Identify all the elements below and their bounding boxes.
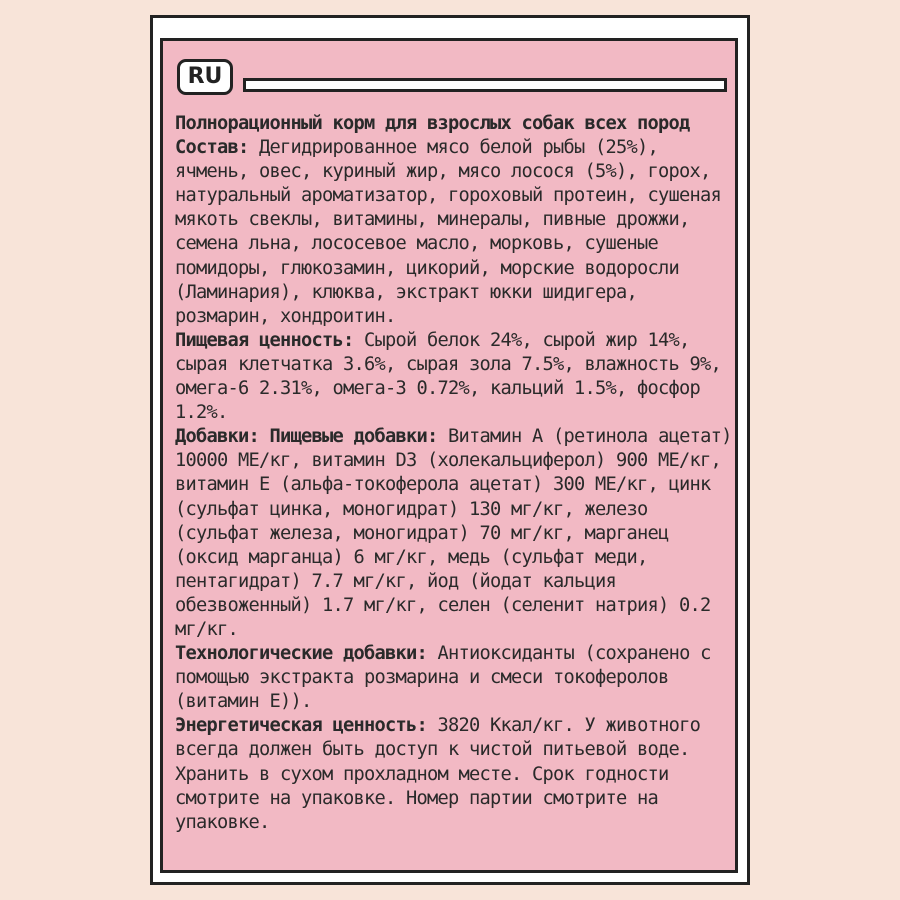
additives-text: Витамин А (ретинола ацетат) 10000 МЕ/кг, витамин D3 (холекальциферол) 900 МЕ/кг, витамин Е (альфа-токоферола ацетат) 300 МЕ/кг, цинк (сульфат цинка, моногидрат) 130 мг/кг, железо (сульфат железа, моногидрат) 70 мг/кг, марганец (оксид марганца) 6 мг/кг, медь (сульфат меди, пентагидрат) 7.7 мг/кг, йод (йодат кальция обезвоженный) 1.7 мг/кг, селен (селенит натрия) 0.2 мг/кг.: [175, 426, 732, 640]
energy-label: Энергетическая ценность:: [175, 715, 428, 737]
product-title-text: Полнорационный корм для взрослых собак всех пород: [175, 113, 690, 134]
additives-section: [175, 425, 735, 642]
label-panel: [160, 38, 738, 873]
additives-label: Добавки: Пищевые добавки:: [175, 426, 438, 448]
language-badge: RU: [177, 59, 233, 95]
header-bar: [243, 78, 727, 92]
nutrition-label: Пищевая ценность:: [175, 329, 354, 351]
nutrition-text: Сырой белок 24%, сырой жир 14%, сырая клетчатка 3.6%, сырая зола 7.5%, влажность 9%, омега-6 2.31%, омега-3 0.72%, кальций 1.5%, фосфор 1.2%.: [175, 329, 722, 424]
energy-section: [175, 714, 735, 834]
composition-label: Состав:: [175, 137, 249, 159]
product-title: [175, 112, 735, 136]
technological-section: [175, 642, 735, 714]
nutrition-section: [175, 329, 735, 425]
composition-text: Дегидрированное мясо белой рыбы (25%), ячмень, овес, куриный жир, мясо лосося (5%), горох, натуральный ароматизатор, гороховый протеин, сушеная мякоть свеклы, витамины, минералы, пивные дрожжи, семена льна, лососевое масло, морковь, сушеные помидоры, глюкозамин, цикорий, морские водоросли (Ламинария), клюква, экстракт юкки шидигера, розмарин, хондроитин.: [175, 137, 722, 327]
label-content: [175, 112, 735, 835]
technological-text: Антиоксиданты (сохранено с помощью экстракта розмарина и смеси токоферолов (витамин Е)).: [175, 643, 711, 713]
composition-section: [175, 136, 735, 329]
technological-label: Технологические добавки:: [175, 643, 428, 665]
energy-text: 3820 Ккал/кг. У животного всегда должен быть доступ к чистой питьевой воде. Хранить в сухом прохладном месте. Срок годности смотрите на упаковке. Номер партии смотрите на упаковке.: [175, 715, 701, 833]
